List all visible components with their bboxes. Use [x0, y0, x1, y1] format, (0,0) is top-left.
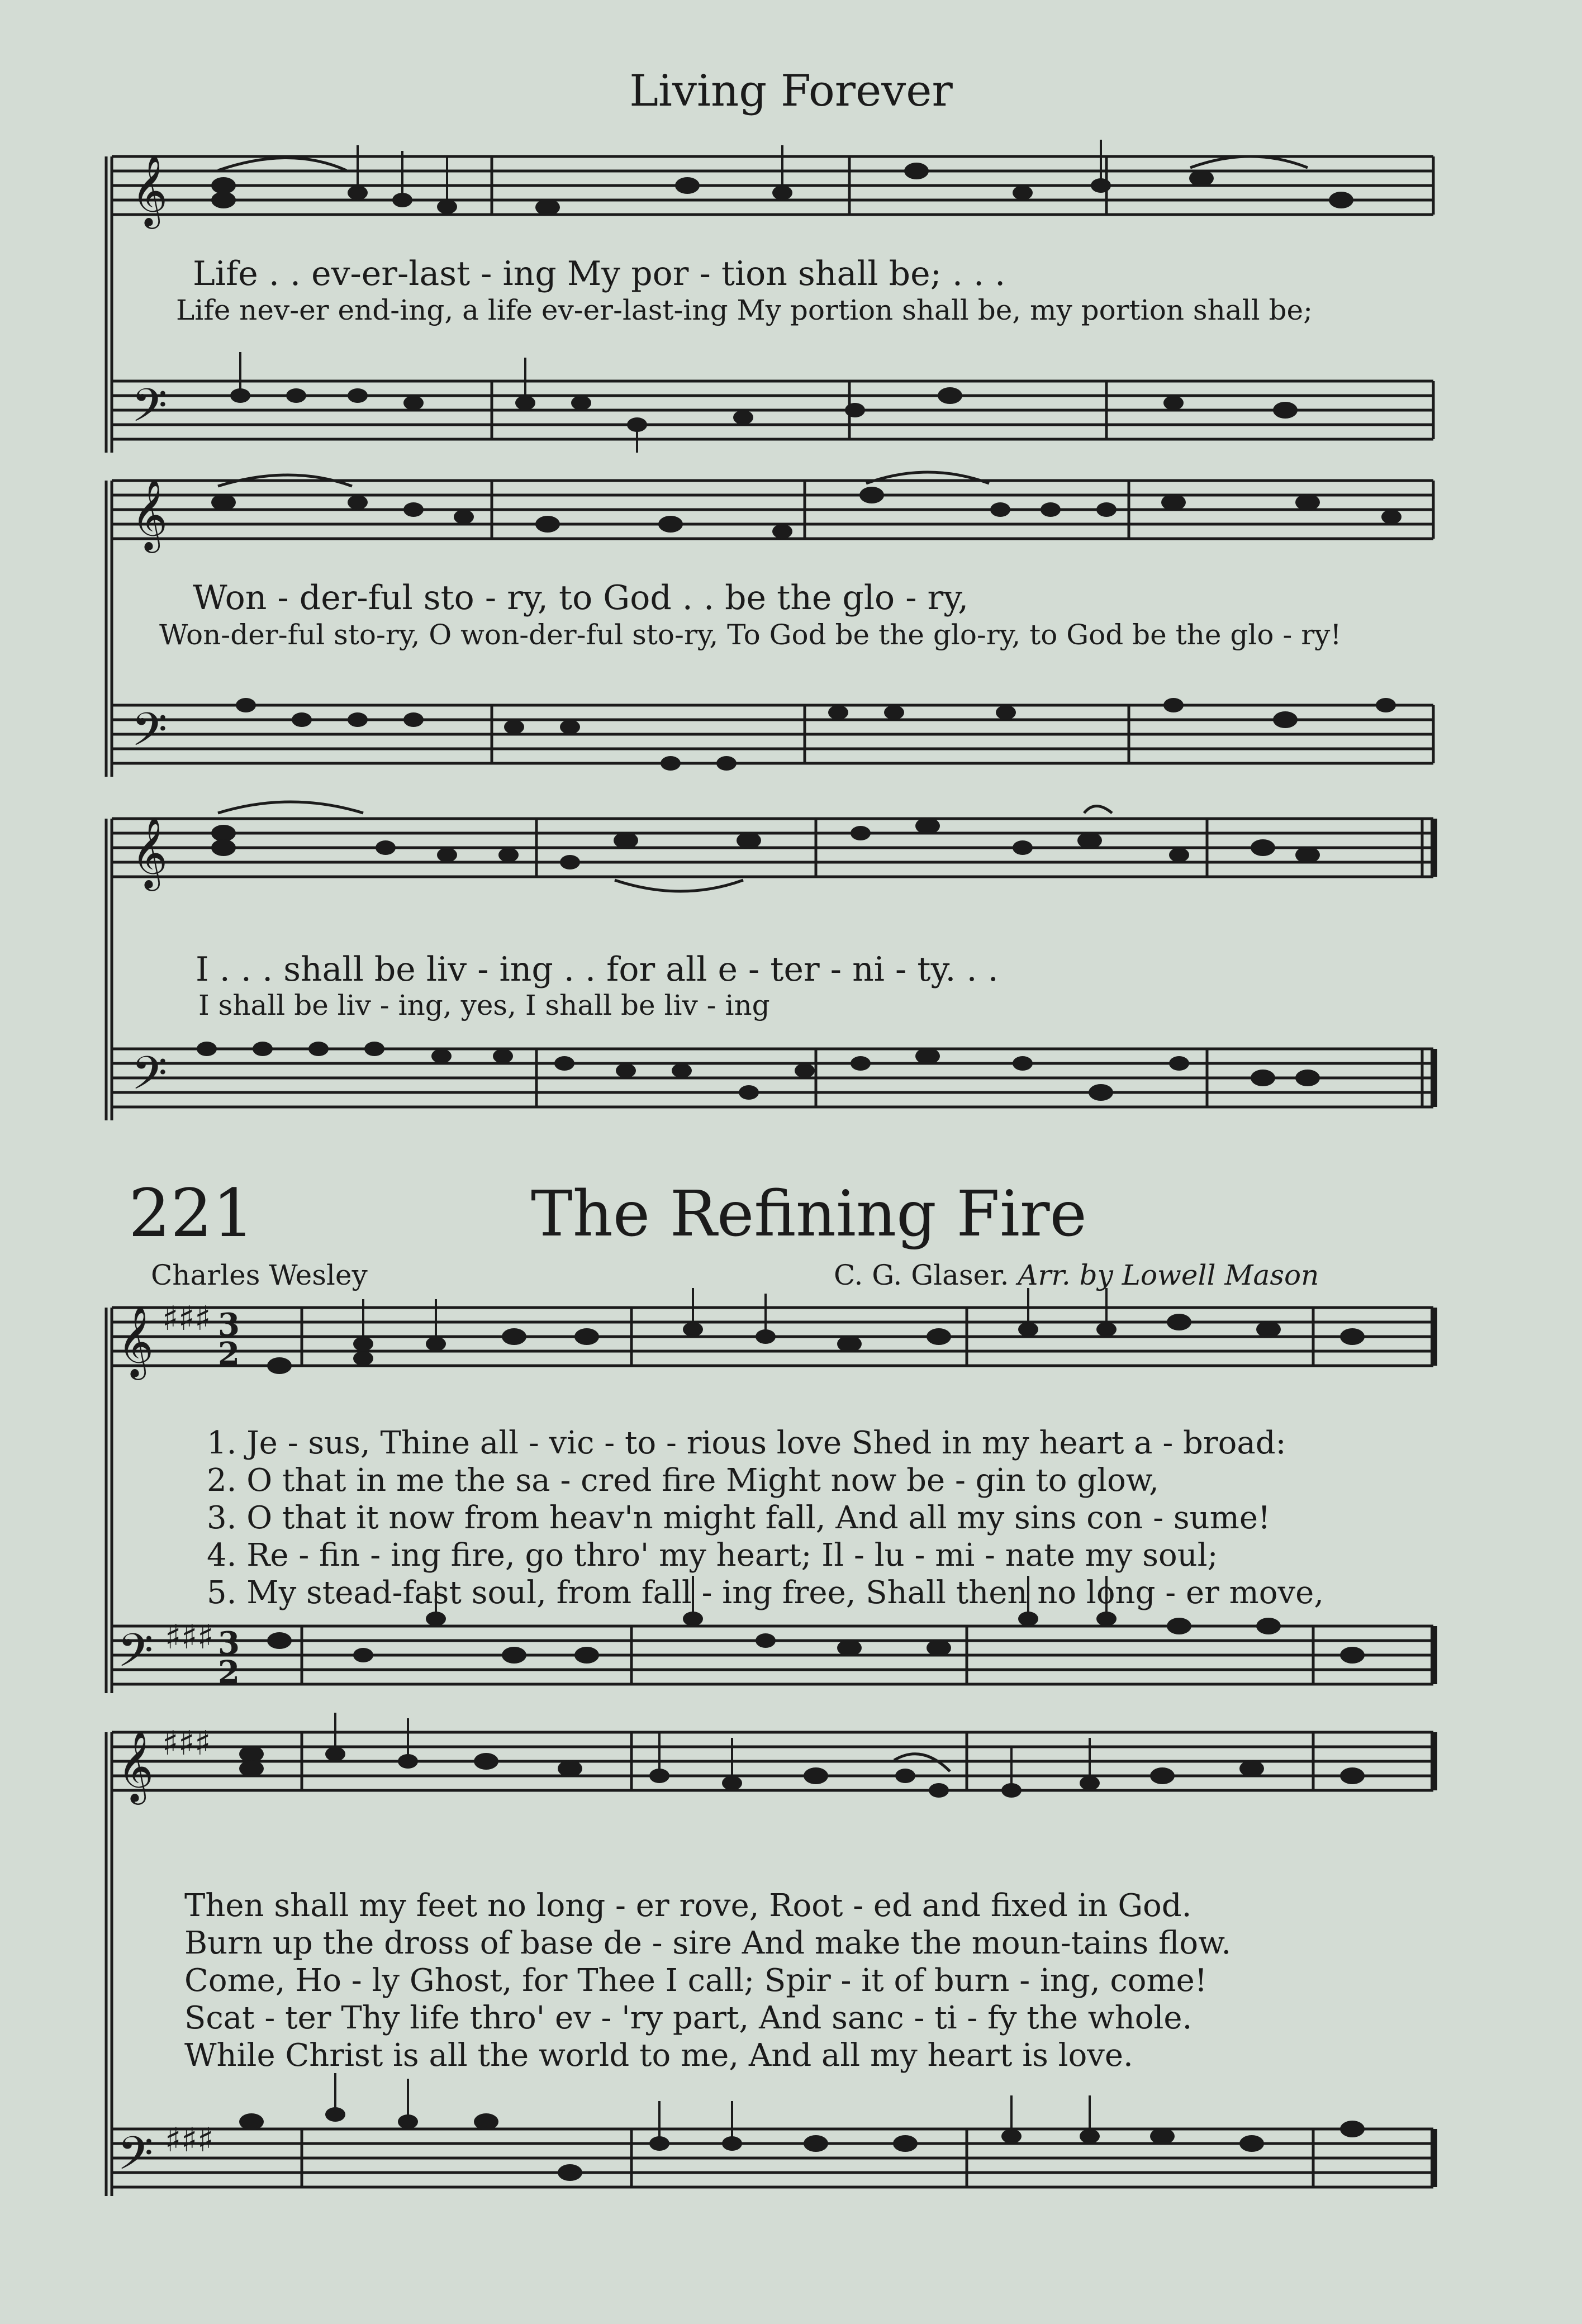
lyric-line-2-main: Won - der-ful sto - ry, to God . . be the glo - ry,: [193, 578, 969, 617]
hymn-number: 221: [129, 1175, 255, 1252]
svg-text:𝄢: 𝄢: [117, 1623, 154, 1689]
verse-5-line-b: While Christ is all the world to me, And all my heart is love.: [184, 2037, 1133, 2074]
hymn-title-living-forever: Living Forever: [629, 66, 953, 116]
svg-text:♯♯♯: ♯♯♯: [162, 1724, 211, 1763]
verse-5-line-a: 5. My stead-fast soul, from fall - ing free, Shall then no long - er move,: [207, 1575, 1324, 1611]
verse-2-line-b: Burn up the dross of base de - sire And make the moun-tains flow.: [184, 1925, 1232, 1961]
svg-text:♯♯♯: ♯♯♯: [165, 1618, 214, 1657]
svg-text:𝄞: 𝄞: [117, 1730, 154, 1802]
lyric-line-1-main: Life . . ev-er-last - ing My por - tion shall be; . . .: [193, 254, 1006, 293]
verse-1-line-a: 1. Je - sus, Thine all - vic - to - rious love Shed in my heart a - broad:: [207, 1425, 1286, 1461]
verse-3-line-a: 3. O that it now from heav'n might fall, And all my sins con - sume!: [207, 1500, 1271, 1536]
verse-1-line-b: Then shall my feet no long - er rove, Root - ed and fixed in God.: [184, 1888, 1192, 1924]
svg-text:𝄢: 𝄢: [131, 1046, 168, 1111]
lyric-line-3-main: I . . . shall be liv - ing . . for all e - ter - ni - ty. . .: [196, 950, 999, 989]
svg-text:𝄞: 𝄞: [117, 1305, 154, 1377]
svg-text:♯♯♯: ♯♯♯: [162, 1299, 211, 1338]
svg-text:𝄢: 𝄢: [117, 2126, 154, 2192]
author-credit: Charles Wesley: [151, 1259, 368, 1291]
verse-4-line-b: Scat - ter Thy life thro' ev - 'ry part, And sanc - ti - fy the whole.: [184, 2000, 1193, 2036]
lyric-line-1-sub: Life nev-er end-ing, a life ev-er-last-ing My portion shall be, my portion shall be;: [176, 294, 1313, 326]
svg-text:𝄢: 𝄢: [131, 378, 168, 444]
lyric-line-3-sub: I shall be liv - ing, yes, I shall be liv - ing: [198, 989, 770, 1021]
svg-text:3: 3: [218, 1306, 240, 1343]
composer-credit: [834, 1259, 1319, 1291]
svg-text:♯♯♯: ♯♯♯: [165, 2121, 214, 2160]
svg-text:𝄞: 𝄞: [131, 154, 168, 226]
arranger-name: Arr. by Lowell Mason: [1018, 1259, 1319, 1291]
svg-text:3: 3: [218, 1625, 240, 1662]
svg-text:2: 2: [218, 1654, 240, 1691]
svg-text:𝄞: 𝄞: [131, 816, 168, 888]
verse-3-line-b: Come, Ho - ly Ghost, for Thee I call; Spir - it of burn - ing, come!: [184, 1962, 1208, 1999]
hymn-title-refining-fire: The Refining Fire: [531, 1178, 1087, 1251]
svg-text:2: 2: [218, 1336, 240, 1372]
lyric-line-2-sub: Won-der-ful sto-ry, O won-der-ful sto-ry, To God be the glo-ry, to God be the glo - ry!: [159, 619, 1342, 651]
svg-text:𝄞: 𝄞: [131, 478, 168, 550]
svg-text:𝄢: 𝄢: [131, 702, 168, 768]
composer-name: C. G. Glaser.: [834, 1259, 1009, 1291]
verse-2-line-a: 2. O that in me the sa - cred fire Might now be - gin to glow,: [207, 1462, 1159, 1499]
verse-4-line-a: 4. Re - fin - ing fire, go thro' my heart; Il - lu - mi - nate my soul;: [207, 1537, 1218, 1574]
